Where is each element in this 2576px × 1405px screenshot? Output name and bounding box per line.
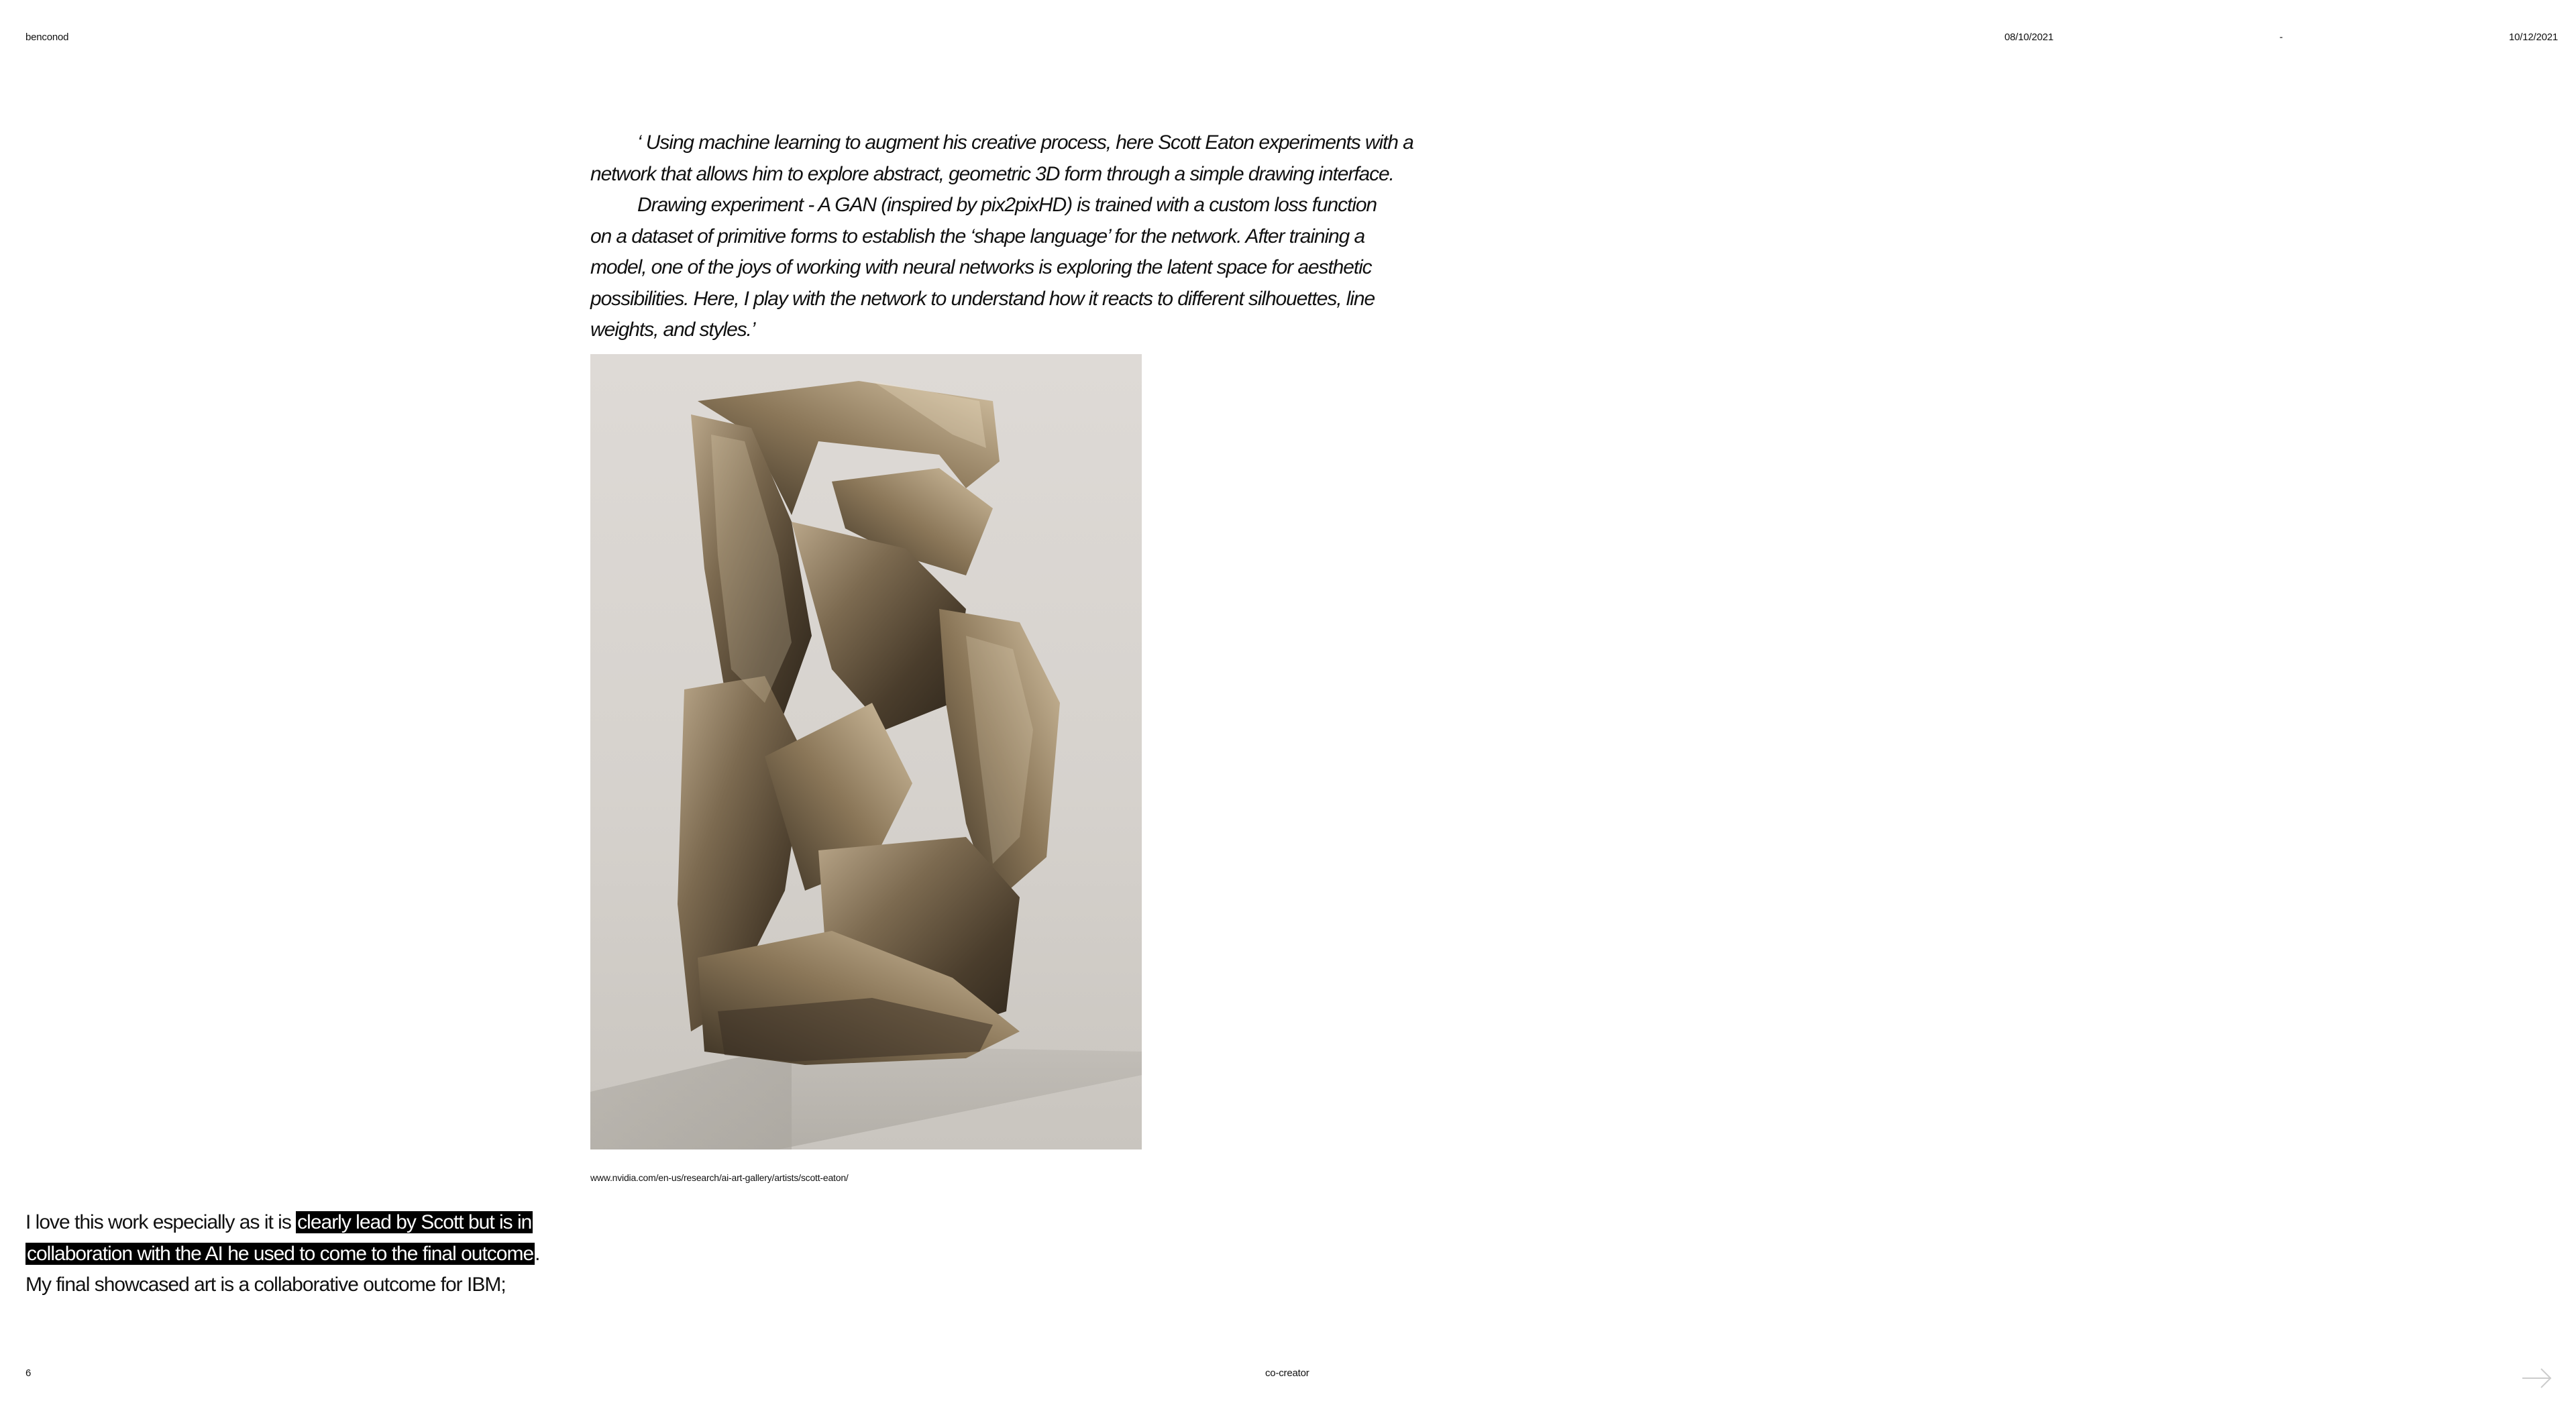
date-separator: - — [2279, 32, 2283, 43]
footer-title: co-creator — [1265, 1367, 1309, 1379]
comment-text: I love this work especially as it is — [25, 1211, 297, 1233]
quote-line: on a dataset of primitive forms to establish the ‘shape language’ for the network. After training a — [590, 225, 1365, 247]
comment-line — [25, 1207, 629, 1239]
quote-line: Drawing experiment - A GAN (inspired by pix2pixHD) is trained with a custom loss function — [637, 194, 1377, 216]
quote-line: ‘ Using machine learning to augment his creative process, here Scott Eaton experiments with a — [637, 131, 1413, 154]
comment-text: . — [535, 1242, 540, 1265]
highlighted-text: clearly lead by Scott but is in — [297, 1211, 532, 1233]
quote-line: weights, and styles.’ — [590, 319, 755, 341]
page-number: 6 — [25, 1367, 32, 1379]
highlighted-text: collaboration with the AI he used to come to the final outcome — [27, 1242, 534, 1265]
image-source-link[interactable]: www.nvidia.com/en-us/research/ai-art-gallery/artists/scott-eaton/ — [590, 1172, 849, 1183]
sculpture-photo — [590, 354, 1142, 1149]
quote-line: network that allows him to explore abstract, geometric 3D form through a simple drawing interface. — [590, 162, 1394, 185]
comment-line: My final showcased art is a collaborative outcome for IBM; — [25, 1274, 506, 1296]
arrow-right-icon[interactable] — [2521, 1367, 2553, 1390]
author-comment — [25, 1207, 629, 1301]
comment-line — [25, 1239, 629, 1270]
date-end: 10/12/2021 — [2509, 32, 2559, 43]
date-start: 08/10/2021 — [2004, 32, 2054, 43]
quote-line: possibilities. Here, I play with the network to understand how it reacts to different silhouettes, line — [590, 287, 1375, 310]
quote-line: model, one of the joys of working with neural networks is exploring the latent space for aesthetic — [590, 256, 1372, 278]
artist-quote — [590, 127, 1462, 346]
author-name: benconod — [25, 32, 69, 43]
